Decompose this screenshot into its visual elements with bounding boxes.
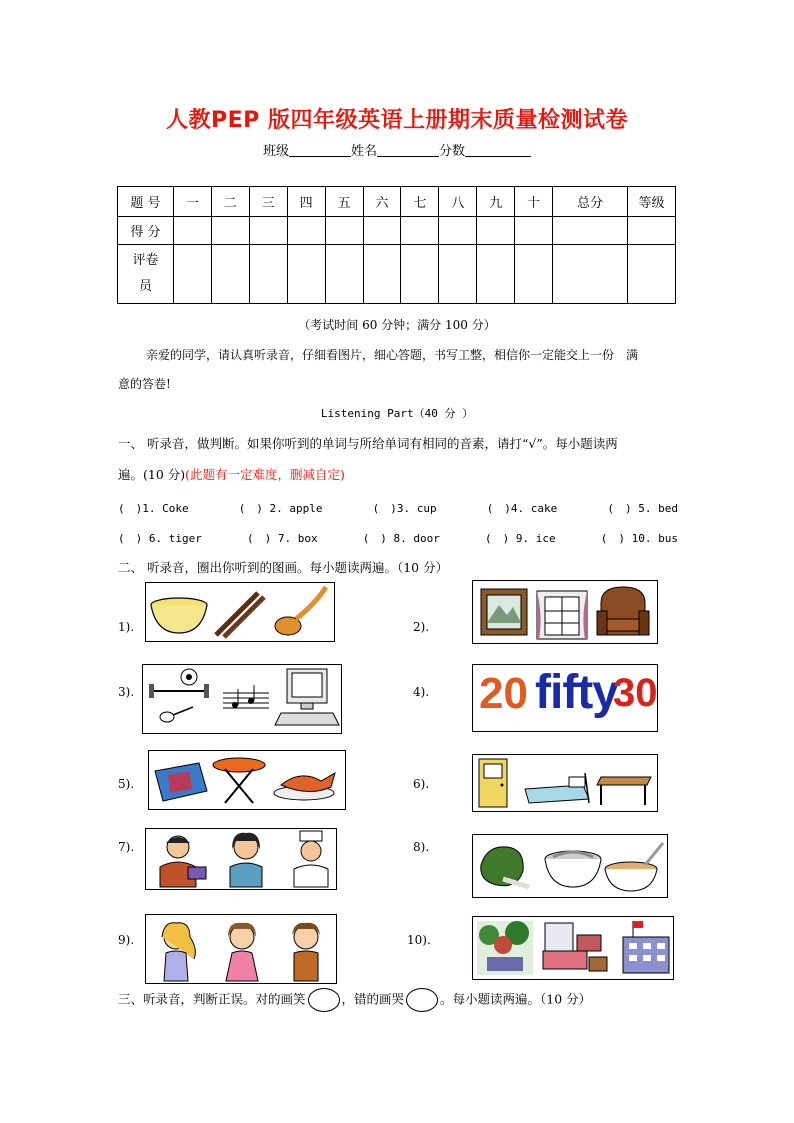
header-cell: 二 [211,187,249,217]
q1-items-row-2 [118,530,678,546]
armchair-icon [597,587,649,635]
score-cell[interactable] [627,245,675,304]
score-cell[interactable] [439,217,477,245]
row-label: 得 分 [118,217,174,245]
exam-time: （考试时间 60 分钟；满分 100 分） [298,318,496,332]
painting-icon [481,589,527,635]
class-blank[interactable] [289,142,351,157]
student-info-line [0,140,794,159]
badminton-racket-icon [160,707,193,722]
park-icon [477,921,533,975]
picture-box-4[interactable] [472,664,658,732]
girl-icon [230,833,262,887]
score-cell[interactable] [401,217,439,245]
q2-heading: 二、 听录音，圈出你听到的图画。每小题读两遍。（10 分） [118,560,449,575]
picture-box-7[interactable] [145,828,337,890]
picture-box-1[interactable] [145,582,335,642]
telephone-icon [155,763,207,801]
number-20: 20 [479,669,528,718]
header-cell: 三 [249,187,287,217]
q1-item[interactable]: ( ) 8. door [362,532,440,545]
dumbbell-icon [149,684,209,698]
vegetable-icon [481,847,529,887]
cook-icon [294,831,328,887]
score-cell[interactable] [287,245,325,304]
score-cell[interactable] [173,245,211,304]
boy-icon [292,923,320,981]
score-cell[interactable] [287,217,325,245]
name-label: 姓名 [350,144,377,159]
folding-table-icon [213,758,265,803]
table-row [118,217,676,245]
score-cell[interactable] [325,217,363,245]
q1-note: (此题有一定难度，删减自定) [185,467,345,482]
picture-box-8[interactable] [472,834,668,898]
score-cell[interactable] [173,217,211,245]
picture-box-9[interactable] [145,914,337,984]
score-cell[interactable] [211,217,249,245]
q2-label-8: 8). [413,840,430,854]
q1-item[interactable]: ( ) 5. bed [607,502,678,515]
bowl-icon [151,598,207,633]
q1-item[interactable]: ( ) 2. apple [238,502,323,515]
computer-icon [275,669,339,725]
q2-label-7: 7). [118,840,135,854]
number-30: 30 [613,671,658,715]
school-building-icon [623,921,669,973]
header-cell: 五 [325,187,363,217]
header-cell: 十 [515,187,553,217]
desk-icon [597,777,651,805]
score-blank[interactable] [465,142,531,157]
score-cell[interactable] [477,245,515,304]
fish-dish-icon [274,773,335,800]
name-blank[interactable] [377,142,439,157]
q1-item[interactable]: ( ) 9. ice [485,532,556,545]
bed-icon [525,773,589,803]
header-cell: 八 [439,187,477,217]
q1-item[interactable]: ( )4. cake [486,502,558,515]
q2-label-3: 3). [118,685,135,699]
football-icon [181,669,197,685]
word-fifty: fifty [535,666,618,719]
cry-face-icon [406,988,438,1012]
score-cell[interactable] [249,217,287,245]
grader-label: 评卷员 [132,253,159,294]
q1-item[interactable]: ( )1. Coke [118,502,189,515]
score-table [117,186,676,304]
picture-box-6[interactable] [472,754,658,812]
girl-with-ponytails-icon [162,923,195,981]
picture-box-5[interactable] [148,750,346,810]
chopsticks-icon [216,593,264,637]
page-title: 人教PEP 版四年级英语上册期末质量检测试卷 [166,108,628,133]
row-label: 题 号 [118,187,174,217]
music-notes-icon [223,685,269,708]
q2-label-1: 1). [118,620,135,634]
smile-face-icon [308,988,340,1012]
q3-heading [118,988,591,1012]
score-cell[interactable] [401,245,439,304]
soup-bowl-icon [605,843,663,891]
window-icon [537,591,587,639]
q1-items-row-1 [118,500,678,516]
q1-item[interactable]: ( ) 7. box [246,532,318,545]
picture-box-3[interactable] [142,664,342,734]
class-label: 班级 [262,144,289,159]
noodles-bowl-icon [545,851,601,887]
q2-label-4: 4). [413,685,430,699]
q2-label-9: 9). [118,933,135,947]
q2-label-6: 6). [413,777,430,791]
living-room-icon [543,923,607,971]
q3-text-2: ，错的画哭 [341,991,405,1007]
q1-item[interactable]: ( )3. cup [372,502,437,515]
score-cell[interactable] [515,245,553,304]
picture-box-2[interactable] [472,580,658,644]
door-icon [479,759,507,807]
header-cell: 九 [477,187,515,217]
intro-line-2: 意的答卷! [118,377,171,391]
score-cell[interactable] [553,245,628,304]
score-cell[interactable] [477,217,515,245]
q1-points: 遍。(10 分) [118,467,186,482]
q1-heading-line-1: 一、 听录音，做判断。如果你听到的单词与所给单词有相同的音素，请打“√”。每小题读两 [118,436,618,451]
score-cell[interactable] [439,245,477,304]
header-cell: 一 [173,187,211,217]
q2-label-10: 10). [407,933,431,947]
score-cell[interactable] [363,217,401,245]
score-cell[interactable] [325,245,363,304]
man-reading-icon [160,836,206,887]
header-cell: 七 [401,187,439,217]
header-cell: 总分 [553,187,628,217]
score-label: 分数 [439,144,466,159]
score-cell[interactable] [249,245,287,304]
score-cell[interactable] [211,245,249,304]
q1-item[interactable]: ( ) 6. tiger [118,532,202,545]
row-label [118,245,174,304]
table-row [118,187,676,217]
spoon-icon [275,587,326,635]
q1-item[interactable]: ( ) 10. bus [600,532,678,545]
q2-label-5: 5). [118,777,135,791]
score-cell[interactable] [363,245,401,304]
intro-line-1: 亲爱的同学，请认真听录音，仔细看图片，细心答题，书写工整，相信你一定能交上一份 满 [146,348,639,362]
picture-box-10[interactable] [472,916,674,980]
girl-pink-dress-icon [226,923,258,981]
header-cell: 等级 [627,187,675,217]
score-cell[interactable] [515,217,553,245]
score-cell[interactable] [553,217,628,245]
q3-text-1: 三、听录音，判断正误。对的画笑 [118,991,306,1007]
header-cell: 四 [287,187,325,217]
q2-label-2: 2). [413,620,430,634]
score-cell[interactable] [627,217,675,245]
header-cell: 六 [363,187,401,217]
listening-part-title: Listening Part（40 分 ） [320,407,474,420]
q1-heading-line-2 [118,465,345,483]
table-row [118,245,676,304]
q3-text-3: 。每小题读两遍。（10 分） [440,991,592,1007]
